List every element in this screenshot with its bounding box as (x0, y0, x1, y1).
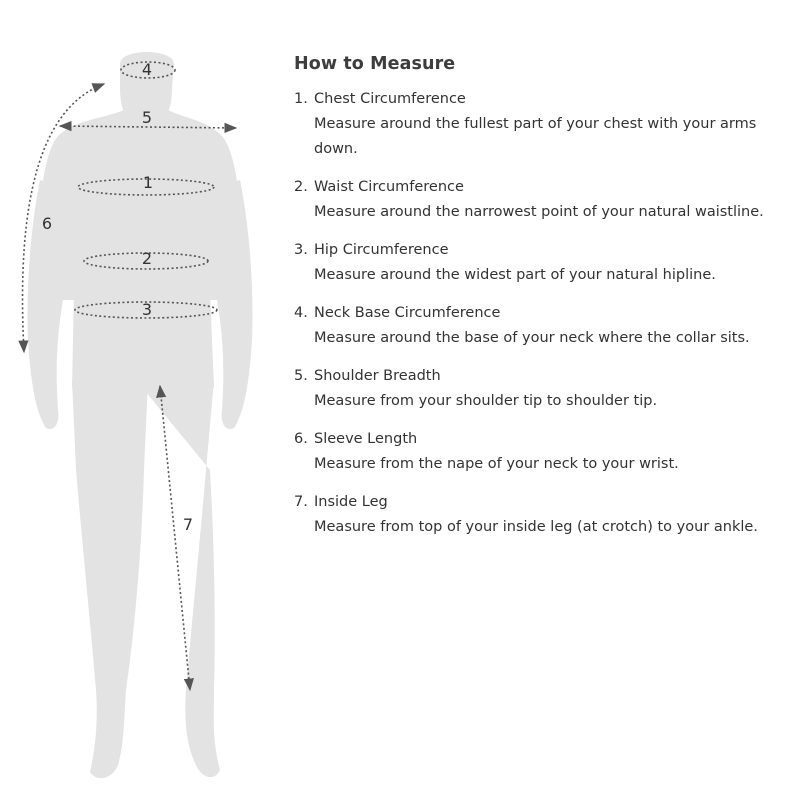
item-name: Shoulder Breadth (314, 368, 441, 384)
measure-guide (294, 54, 794, 553)
item-description: Measure from the nape of your neck to your wrist. (314, 456, 679, 472)
item-number: 6. (294, 431, 308, 447)
list-item (294, 490, 794, 540)
label-sleeve: 6 (41, 214, 53, 233)
label-neck: 4 (141, 60, 153, 79)
item-description: Measure from top of your inside leg (at crotch) to your ankle. (314, 519, 758, 535)
item-name: Inside Leg (314, 494, 388, 510)
measurement-list (294, 87, 794, 540)
item-number: 2. (294, 179, 308, 195)
item-description: Measure around the widest part of your natural hipline. (314, 267, 716, 283)
list-item (294, 175, 794, 225)
page-title: How to Measure (294, 54, 456, 74)
item-number: 7. (294, 494, 308, 510)
list-item (294, 427, 794, 477)
label-shoulder: 5 (141, 108, 153, 127)
label-waist: 2 (141, 249, 153, 268)
item-number: 5. (294, 368, 308, 384)
item-number: 1. (294, 91, 308, 107)
item-name: Sleeve Length (314, 431, 418, 447)
item-number: 4. (294, 305, 308, 321)
item-description: Measure from your shoulder tip to shoulder tip. (314, 393, 658, 409)
item-description: Measure around the fullest part of your chest with your arms down. (314, 116, 757, 157)
list-item (294, 364, 794, 414)
item-name: Waist Circumference (314, 179, 464, 195)
list-item (294, 238, 794, 288)
body-silhouette (28, 52, 253, 778)
list-item (294, 301, 794, 351)
list-item (294, 87, 794, 162)
item-description: Measure around the base of your neck where the collar sits. (314, 330, 750, 346)
item-name: Hip Circumference (314, 242, 449, 258)
item-number: 3. (294, 242, 308, 258)
body-figure (0, 0, 290, 800)
label-leg: 7 (182, 515, 194, 534)
item-name: Neck Base Circumference (314, 305, 501, 321)
item-description: Measure around the narrowest point of your natural waistline. (314, 204, 764, 220)
label-chest: 1 (142, 173, 154, 192)
label-hip: 3 (141, 300, 153, 319)
item-name: Chest Circumference (314, 91, 466, 107)
